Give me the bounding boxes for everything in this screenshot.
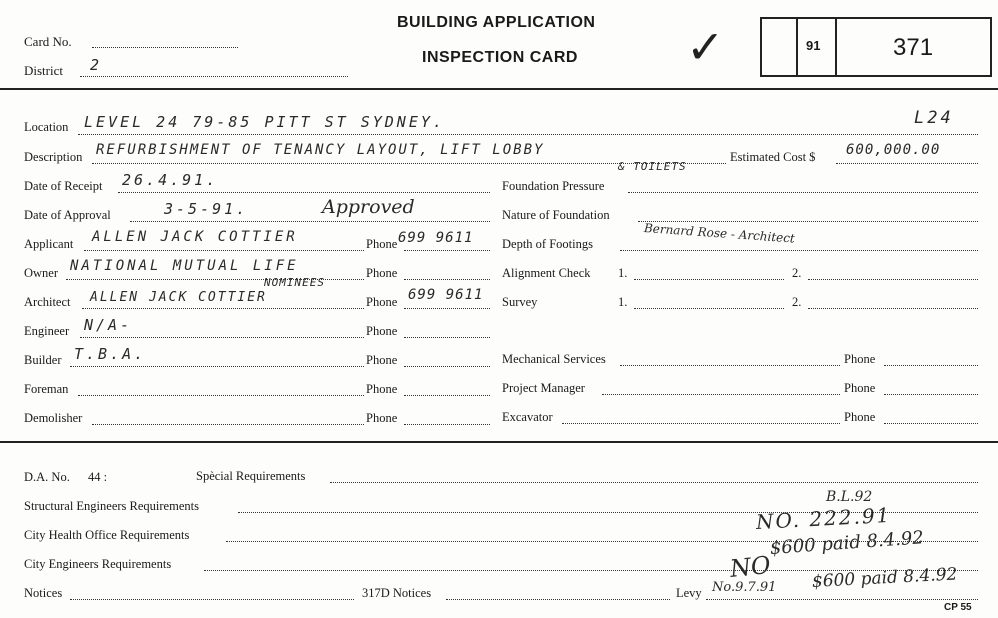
- notices-label: Notices: [24, 586, 63, 600]
- notices-317d-line: [446, 599, 670, 600]
- foreman-phone-line: [404, 395, 490, 396]
- foundation-pressure-label: Foundation Pressure: [502, 179, 605, 193]
- header-rule: [0, 88, 998, 90]
- architect-value: ALLEN JACK COTTIER: [90, 290, 267, 305]
- foreman-phone-label: Phone: [366, 382, 398, 396]
- date-approval-value: 3-5-91.: [164, 200, 249, 218]
- engineer-line: [80, 337, 364, 338]
- architect-line: [82, 308, 364, 309]
- nature-foundation-label: Nature of Foundation: [502, 208, 610, 222]
- date-receipt-line: [118, 192, 490, 193]
- da-value: 44 :: [88, 470, 108, 484]
- location-label: Location: [24, 120, 69, 134]
- fields-rule: [0, 441, 998, 443]
- demolisher-label: Demolisher: [24, 411, 83, 425]
- district-line: [80, 76, 348, 77]
- builder-phone-line: [404, 366, 490, 367]
- mechanical-phone-label: Phone: [844, 352, 876, 366]
- notices-317d-label: 317D Notices: [362, 586, 432, 600]
- date-approval-label: Date of Approval: [24, 208, 111, 222]
- city-engineers-no: NO: [728, 550, 772, 583]
- estimated-cost-value: 600,000.00: [846, 142, 941, 158]
- demolisher-phone-label: Phone: [366, 411, 398, 425]
- architect-label: Architect: [24, 295, 71, 309]
- card-no-line: [92, 47, 238, 48]
- alignment-check-line-1: [634, 279, 784, 280]
- structural-label: Structural Engineers Requirements: [24, 499, 199, 513]
- location-code: L24: [914, 108, 954, 128]
- survey-line-1: [634, 308, 784, 309]
- builder-label: Builder: [24, 353, 62, 367]
- structural-value: B.L.92: [826, 489, 873, 505]
- city-engineers-value: $600 paid 8.4.92: [769, 527, 925, 559]
- foreman-label: Foreman: [24, 382, 69, 396]
- survey-num-2: 2.: [792, 295, 802, 309]
- foreman-line: [78, 395, 364, 396]
- city-health-value: NO. 222.91: [755, 502, 892, 534]
- da-label: D.A. No.: [24, 470, 70, 484]
- applicant-phone: 699 9611: [398, 230, 474, 246]
- project-manager-label: Project Manager: [502, 381, 585, 395]
- box-prefix: 91: [806, 38, 821, 53]
- estimated-cost-line: [836, 163, 978, 164]
- levy-value: No.9.7.91: [712, 580, 777, 595]
- approved-value: Approved: [322, 196, 415, 218]
- box-divider-1: [796, 17, 798, 77]
- architect-phone-line: [404, 308, 490, 309]
- survey-line-2: [808, 308, 978, 309]
- engineer-phone-label: Phone: [366, 324, 398, 338]
- title-line2: INSPECTION CARD: [422, 49, 578, 66]
- date-approval-line: [130, 221, 490, 222]
- estimated-cost-label: Estimated Cost $: [730, 150, 816, 164]
- owner-extra: NOMINEES: [264, 276, 325, 289]
- owner-phone-label: Phone: [366, 266, 398, 280]
- survey-label: Survey: [502, 295, 538, 309]
- project-manager-phone-line: [884, 394, 978, 395]
- box-divider-2: [835, 17, 837, 77]
- applicant-label: Applicant: [24, 237, 74, 251]
- excavator-label: Excavator: [502, 410, 553, 424]
- description-extra: & TOILETS: [618, 160, 687, 173]
- city-engineers-label: City Engineers Requirements: [24, 557, 172, 571]
- owner-value: NATIONAL MUTUAL LIFE: [70, 258, 299, 274]
- footer-code: CP 55: [944, 602, 972, 613]
- description-label: Description: [24, 150, 83, 164]
- survey-num-1: 1.: [618, 295, 628, 309]
- special-label: Spècial Requirements: [196, 469, 306, 483]
- excavator-phone-label: Phone: [844, 410, 876, 424]
- project-manager-phone-label: Phone: [844, 381, 876, 395]
- project-manager-line: [602, 394, 840, 395]
- levy-line: [706, 599, 978, 600]
- alignment-check-line-2: [808, 279, 978, 280]
- mechanical-label: Mechanical Services: [502, 352, 606, 366]
- levy-label: Levy: [676, 586, 702, 600]
- city-health-label: City Health Office Requirements: [24, 528, 190, 542]
- location-value: LEVEL 24 79-85 PITT ST SYDNEY.: [84, 113, 445, 131]
- engineer-label: Engineer: [24, 324, 70, 338]
- engineer-value: N/A-: [84, 316, 133, 334]
- builder-line: [70, 366, 364, 367]
- location-line: [78, 134, 978, 135]
- demolisher-line: [92, 424, 364, 425]
- demolisher-phone-line: [404, 424, 490, 425]
- alignment-check-label: Alignment Check: [502, 266, 591, 280]
- engineer-phone-line: [404, 337, 490, 338]
- alignment-check-num-2: 2.: [792, 266, 802, 280]
- depth-footings-line: [620, 250, 978, 251]
- architect-phone-label: Phone: [366, 295, 398, 309]
- notices-line: [70, 599, 354, 600]
- title-line1: BUILDING APPLICATION: [397, 14, 596, 31]
- applicant-phone-label: Phone: [366, 237, 398, 251]
- district-label: District: [24, 63, 63, 78]
- applicant-value: ALLEN JACK COTTIER: [92, 229, 298, 245]
- mechanical-phone-line: [884, 365, 978, 366]
- levy-paid: $600 paid 8.4.92: [811, 564, 958, 592]
- check-mark: ✓: [686, 20, 725, 74]
- date-receipt-label: Date of Receipt: [24, 179, 103, 193]
- date-receipt-value: 26.4.91.: [122, 171, 219, 189]
- box-number: 371: [893, 34, 934, 61]
- district-value: 2: [90, 56, 103, 74]
- excavator-line: [562, 423, 840, 424]
- architect-phone: 699 9611: [408, 287, 484, 303]
- card-no-label: Card No.: [24, 34, 72, 49]
- builder-value: T.B.A.: [74, 345, 147, 363]
- applicant-line: [84, 250, 364, 251]
- foundation-pressure-line: [628, 192, 978, 193]
- alignment-check-num-1: 1.: [618, 266, 628, 280]
- depth-footings-value: Bernard Rose - Architect: [643, 221, 796, 246]
- mechanical-line: [620, 365, 840, 366]
- description-value: REFURBISHMENT OF TENANCY LAYOUT, LIFT LOBBY: [96, 142, 545, 158]
- builder-phone-label: Phone: [366, 353, 398, 367]
- nature-foundation-line: [638, 221, 978, 222]
- owner-label: Owner: [24, 266, 59, 280]
- applicant-phone-line: [404, 250, 490, 251]
- special-line: [330, 482, 978, 483]
- depth-footings-label: Depth of Footings: [502, 237, 593, 251]
- excavator-phone-line: [884, 423, 978, 424]
- owner-phone-line: [404, 279, 490, 280]
- card-number-box: [760, 17, 992, 77]
